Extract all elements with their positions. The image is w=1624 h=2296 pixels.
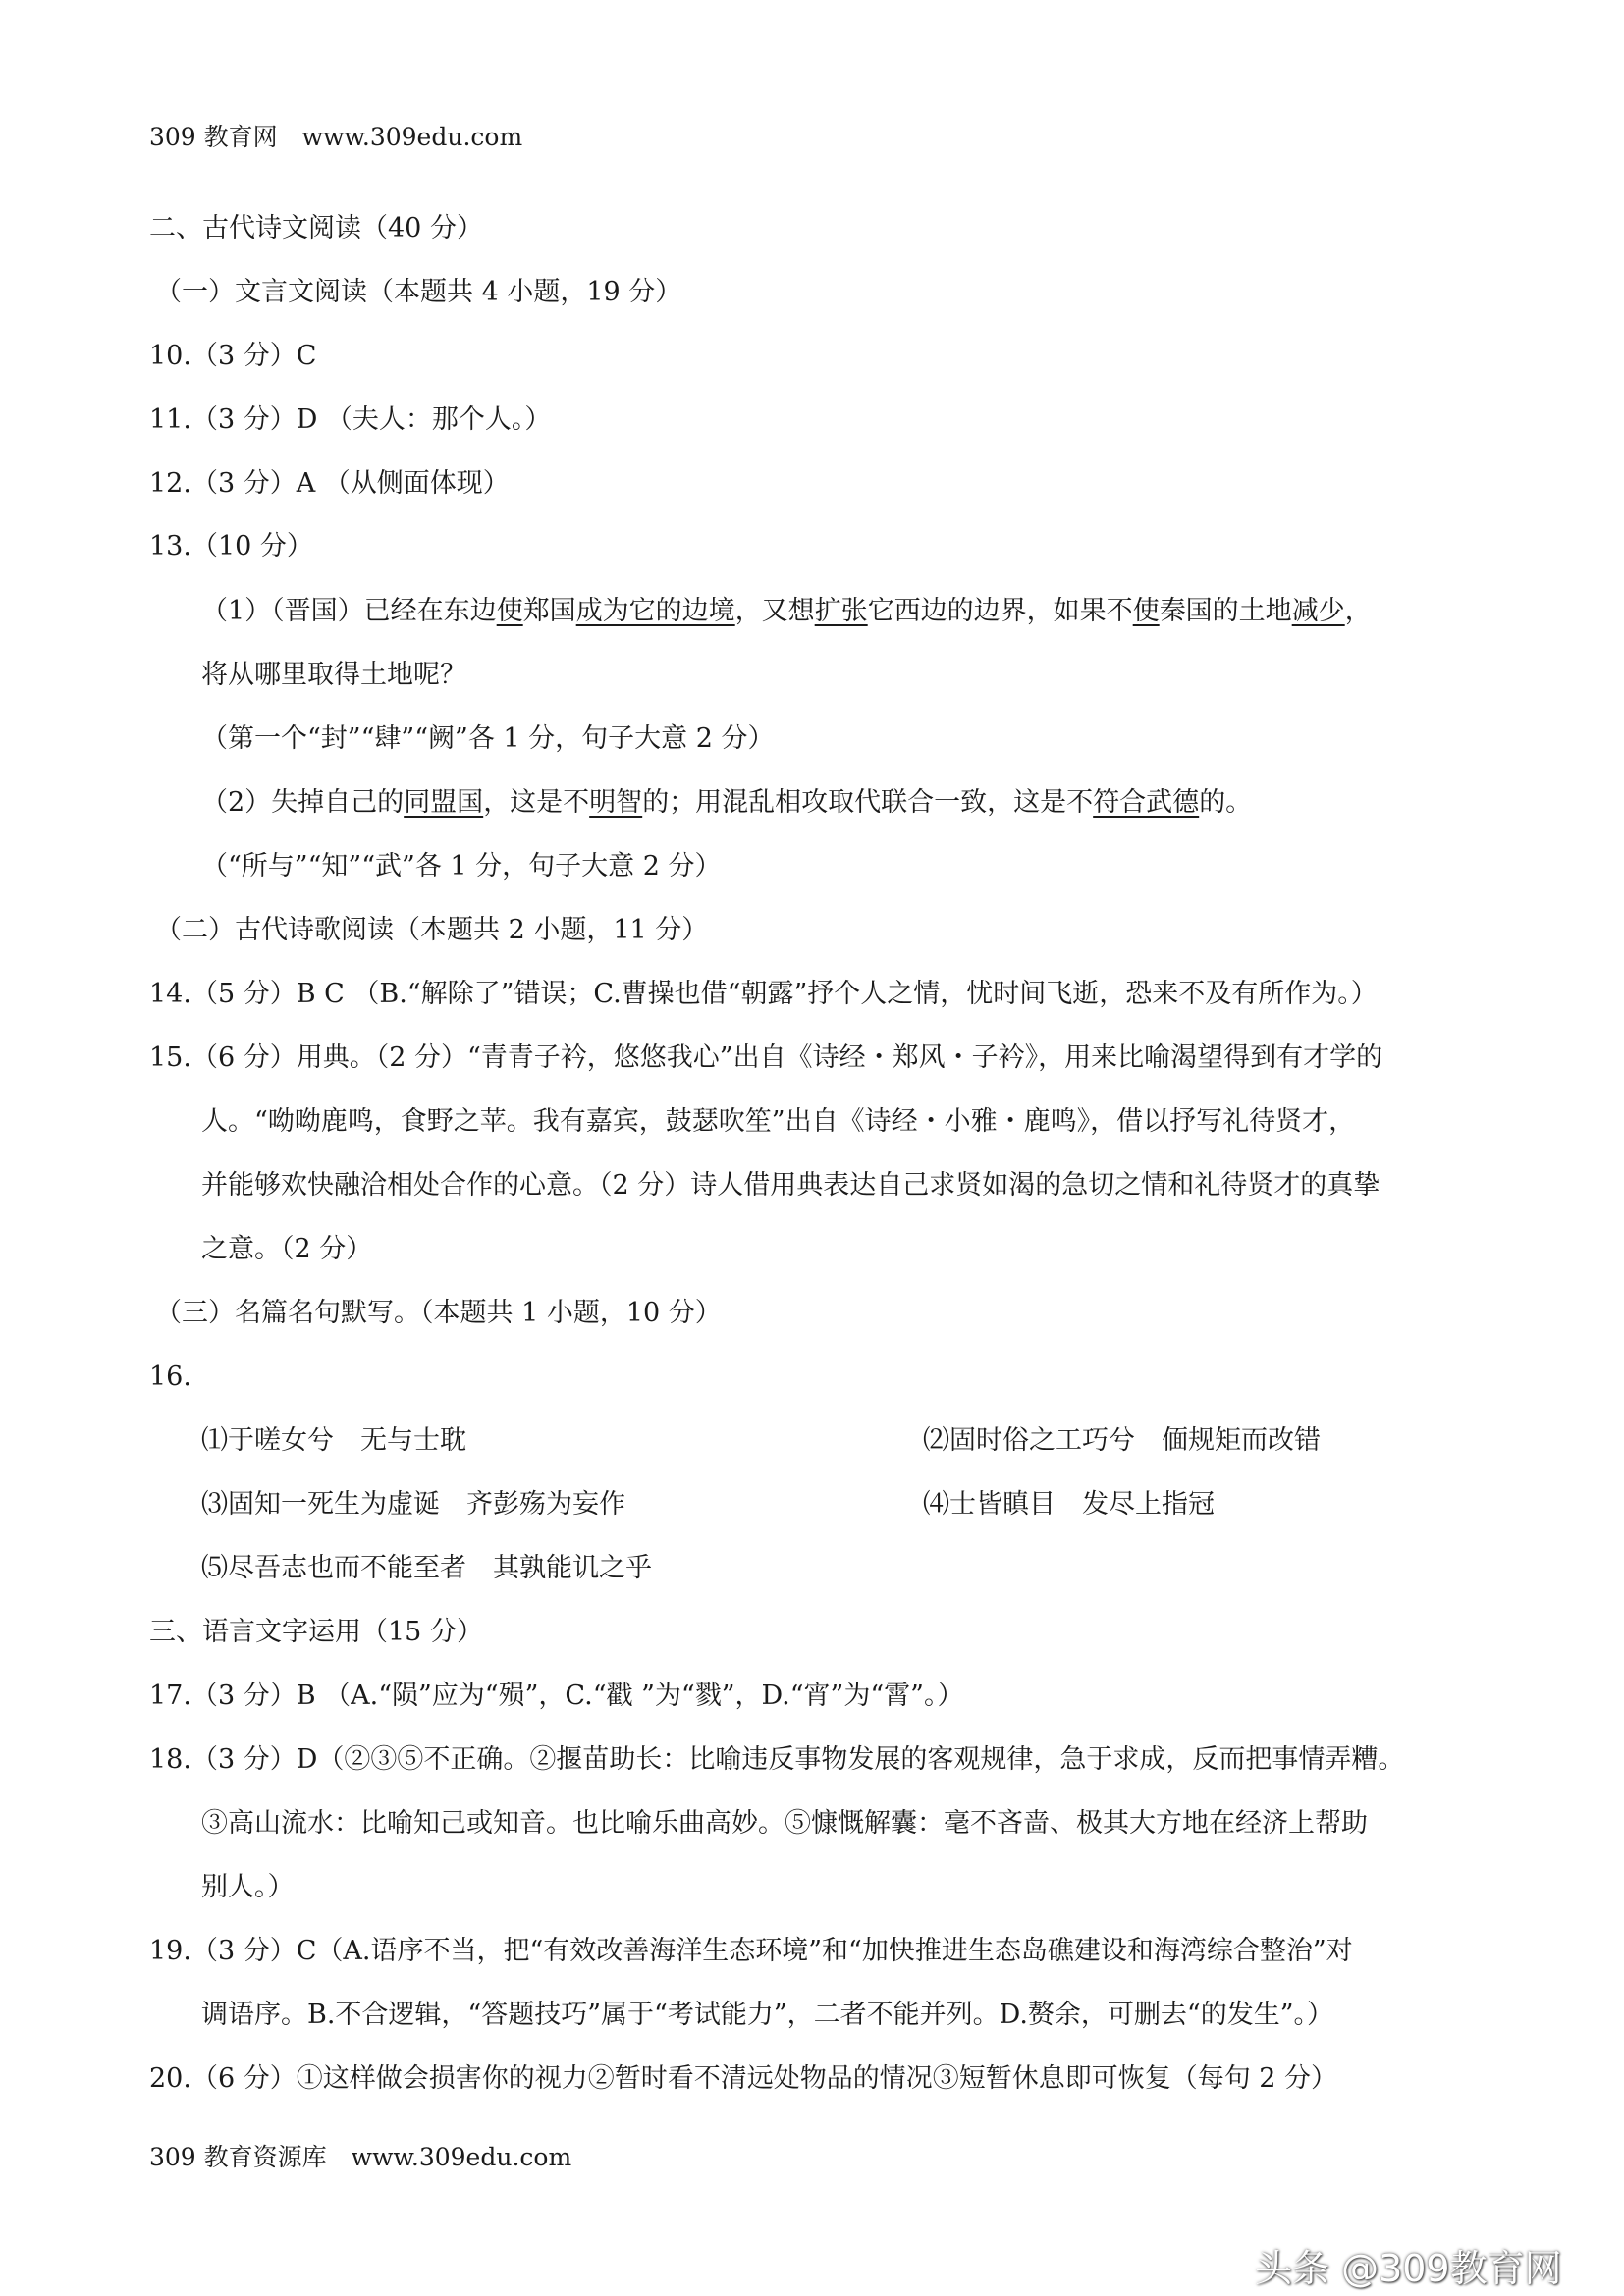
scoring-note: （第一个“封”“肆”“阙”各 1 分，句子大意 2 分）	[201, 723, 775, 754]
underlined-term: 明智	[589, 787, 643, 818]
text-run: ，这是不	[483, 787, 590, 818]
answer-line: 11.（3 分）D （夫人：那个人。）	[149, 404, 552, 435]
subsection-heading: （一）文言文阅读（本题共 4 小题，19 分）	[155, 277, 682, 307]
answer-line: 18.（3 分）D（②③⑤不正确。②揠苗助长：比喻违反事物发展的客观规律，急于求成，反而把事情弄糟。	[149, 1744, 1405, 1775]
underlined-term: 扩张	[814, 596, 868, 626]
answer-line	[201, 592, 1372, 631]
underlined-term: 符合武德	[1093, 787, 1200, 818]
text-run: （1）（晋国）已经在东边	[201, 596, 497, 626]
answer-line: 10.（3 分）C	[149, 341, 317, 371]
text-run: 的。	[1199, 787, 1253, 818]
underlined-term: 成为它的边境	[575, 596, 735, 626]
answer-line: 13.（10 分）	[149, 531, 313, 561]
answer-line	[201, 783, 1252, 823]
answer-line: 16.	[149, 1362, 191, 1392]
answer-line: 17.（3 分）B （A.“陨”应为“殒”，C.“戳 ”为“戮”，D.“宵”为“霄”。）	[149, 1681, 964, 1711]
recitation-item: ⑷士皆瞋目 发尽上指冠	[923, 1489, 1215, 1520]
recitation-item: ⑵固时俗之工巧兮 偭规矩而改错	[923, 1425, 1321, 1456]
page-footer: 309 教育资源库 www.309edu.com	[149, 2143, 572, 2171]
subsection-heading: （二）古代诗歌阅读（本题共 2 小题，11 分）	[155, 915, 709, 945]
scoring-note: （“所与”“知”“武”各 1 分，句子大意 2 分）	[201, 851, 722, 881]
answer-line: 14.（5 分）B C （B.“解除了”错误；C.曹操也借“朝露”抒个人之情，忧时间飞逝，恐来不及有所作为。）	[149, 979, 1378, 1009]
answer-line: 将从哪里取得土地呢？	[201, 660, 466, 690]
recitation-row	[201, 1485, 1215, 1524]
section-heading: 二、古代诗文阅读（40 分）	[149, 213, 483, 243]
page-header: 309 教育网 www.309edu.com	[149, 123, 523, 151]
answer-line: 15.（6 分）用典。（2 分）“青青子衿，悠悠我心”出自《诗经・郑风・子衿》，用来比喻渴望得到有才学的	[149, 1042, 1383, 1073]
text-run: ，又想	[734, 596, 815, 626]
subsection-heading: （三）名篇名句默写。（本题共 1 小题，10 分）	[155, 1298, 722, 1328]
answer-line: 20.（6 分）①这样做会损害你的视力②暂时看不清远处物品的情况③短暂休息即可恢复（每句 2 分）	[149, 2063, 1338, 2094]
recitation-item: ⑶固知一死生为虚诞 齐彭殇为妄作	[201, 1489, 625, 1520]
answer-line: 19.（3 分）C（A.语序不当，把“有效改善海洋生态环境”和“加快推进生态岛礁建设和海湾综合整治”对	[149, 1936, 1353, 1966]
underlined-term: 使	[496, 596, 523, 626]
text-run: 秦国的土地	[1159, 596, 1292, 626]
recitation-row	[201, 1421, 1321, 1461]
text-run: （2）失掉自己的	[201, 787, 405, 818]
underlined-term: 减少	[1291, 596, 1345, 626]
recitation-row	[201, 1549, 652, 1588]
answer-line: 调语序。B.不合逻辑，“答题技巧”属于“考试能力”，二者不能并列。D.赘余，可删去“的发生”。）	[201, 2000, 1334, 2030]
answer-line: 12.（3 分）A （从侧面体现）	[149, 468, 510, 499]
recitation-item: ⑴于嗟女兮 无与士耽	[201, 1425, 466, 1456]
answer-line: 之意。（2 分）	[201, 1234, 373, 1264]
text-run: 的；用混乱相攻取代联合一致，这是不	[642, 787, 1094, 818]
answer-line: 并能够欢快融洽相处合作的心意。（2 分）诗人借用典表达自己求贤如渴的急切之情和礼待贤才的真挚	[201, 1170, 1380, 1201]
section-heading: 三、语言文字运用（15 分）	[149, 1617, 483, 1647]
text-run: 郑国	[522, 596, 576, 626]
answer-line: 人。“呦呦鹿鸣，食野之苹。我有嘉宾，鼓瑟吹笙”出自《诗经・小雅・鹿鸣》，借以抒写礼待贤才，	[201, 1106, 1356, 1137]
answer-line: ③高山流水：比喻知己或知音。也比喻乐曲高妙。⑤慷慨解囊：毫不吝啬、极其大方地在经济上帮助	[201, 1808, 1368, 1839]
recitation-item: ⑸尽吾志也而不能至者 其孰能讥之乎	[201, 1553, 652, 1583]
underlined-term: 使	[1132, 596, 1160, 626]
underlined-term: 同盟国	[404, 787, 484, 818]
text-run: ，	[1344, 596, 1372, 626]
watermark: 头条 @309教育网	[1255, 2247, 1562, 2290]
answer-line: 别人。）	[201, 1872, 295, 1902]
text-run: 它西边的边界，如果不	[867, 596, 1133, 626]
